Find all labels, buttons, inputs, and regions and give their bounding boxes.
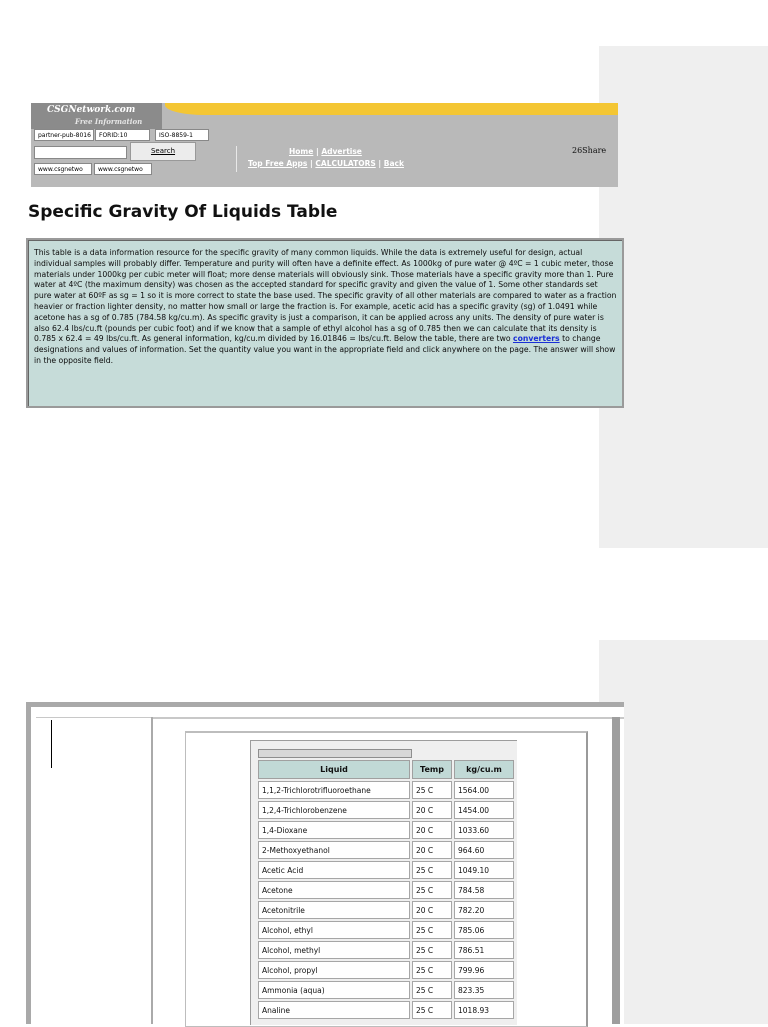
header-gold-swoosh — [165, 103, 618, 115]
density-cell: 823.35 — [454, 981, 514, 999]
liquid-name-cell: Alcohol, methyl — [258, 941, 410, 959]
logo-title: CSGNetwork.com — [47, 105, 136, 115]
liquid-name-cell: Analine — [258, 1001, 410, 1019]
table-row — [258, 821, 514, 839]
temp-cell: 25 C — [412, 881, 452, 899]
site-logo[interactable] — [31, 103, 162, 129]
nav-home-link[interactable]: Home — [289, 147, 314, 156]
liquid-name-cell: Alcohol, propyl — [258, 961, 410, 979]
logo-subtitle: Free Information — [75, 117, 143, 126]
table-row — [258, 941, 514, 959]
nav-back-link[interactable]: Back — [383, 159, 404, 168]
table-row — [258, 961, 514, 979]
liquid-name-cell: Ammonia (aqua) — [258, 981, 410, 999]
density-cell: 784.58 — [454, 881, 514, 899]
intro-description-box — [26, 238, 624, 408]
liquid-name-cell: Acetic Acid — [258, 861, 410, 879]
frame-top-rule — [153, 717, 624, 719]
liquid-name-cell: Acetonitrile — [258, 901, 410, 919]
table-row — [258, 901, 514, 919]
table-row — [258, 841, 514, 859]
share-count[interactable]: 26Share — [572, 146, 607, 155]
temp-cell: 20 C — [412, 841, 452, 859]
nav-separator: | — [378, 159, 382, 168]
page-title: Specific Gravity Of Liquids Table — [28, 202, 338, 222]
forid-field[interactable]: FORID:10 — [95, 129, 150, 141]
nav-calculators-link[interactable]: CALCULATORS — [315, 159, 376, 168]
temp-cell: 25 C — [412, 981, 452, 999]
search-button-label: Search — [150, 147, 176, 155]
partner-id-field[interactable]: partner-pub-8016 — [34, 129, 94, 141]
column-header-liquid[interactable]: Liquid — [258, 760, 410, 779]
table-row — [258, 781, 514, 799]
liquid-name-cell: 1,2,4-Trichlorobenzene — [258, 801, 410, 819]
charset-field[interactable]: ISO-8859-1 — [155, 129, 209, 141]
table-tab — [258, 749, 412, 758]
density-cell: 782.20 — [454, 901, 514, 919]
density-cell: 1564.00 — [454, 781, 514, 799]
table-row — [258, 981, 514, 999]
table-row — [258, 921, 514, 939]
liquid-name-cell: 1,1,2-Trichlorotrifluoroethane — [258, 781, 410, 799]
table-header-row — [258, 760, 514, 779]
nav-top-free-apps-link[interactable]: Top Free Apps — [248, 159, 308, 168]
converters-link[interactable]: converters — [513, 334, 560, 344]
temp-cell: 25 C — [412, 861, 452, 879]
liquid-name-cell: 2-Methoxyethanol — [258, 841, 410, 859]
density-cell: 964.60 — [454, 841, 514, 859]
frame-divider — [151, 717, 153, 1024]
temp-cell: 25 C — [412, 1001, 452, 1019]
temp-cell: 25 C — [412, 921, 452, 939]
column-header-density[interactable]: kg/cu.m — [454, 760, 514, 779]
temp-cell: 25 C — [412, 961, 452, 979]
frame-left-rule — [36, 717, 151, 718]
nav-row-1 — [289, 147, 362, 156]
right-sidebar-bottom — [599, 640, 768, 1024]
site-field-2[interactable]: www.csgnetwo — [94, 163, 152, 175]
liquid-name-cell: Alcohol, ethyl — [258, 921, 410, 939]
nav-separator: | — [315, 147, 319, 156]
table-row — [258, 861, 514, 879]
temp-cell: 25 C — [412, 941, 452, 959]
liquid-name-cell: Acetone — [258, 881, 410, 899]
nav-row-2 — [248, 159, 404, 168]
nav-separator: | — [310, 159, 313, 168]
nav-advertise-link[interactable]: Advertise — [321, 147, 362, 156]
density-cell: 1033.60 — [454, 821, 514, 839]
density-cell: 1049.10 — [454, 861, 514, 879]
density-cell: 1454.00 — [454, 801, 514, 819]
table-row — [258, 801, 514, 819]
intro-text-part2: to change designations and values of information. Set the quantity value you want in the appropriate field and click anywhere on the page. The answer will show in the opposite field. — [34, 334, 616, 365]
search-input[interactable] — [34, 146, 127, 159]
temp-cell: 20 C — [412, 821, 452, 839]
site-field-1[interactable]: www.csgnetwo — [34, 163, 92, 175]
header-divider — [236, 146, 237, 172]
density-cell: 799.96 — [454, 961, 514, 979]
table-row — [258, 881, 514, 899]
liquids-table — [256, 758, 516, 1021]
temp-cell: 20 C — [412, 901, 452, 919]
table-row — [258, 1001, 514, 1019]
intro-text-part1: This table is a data information resource for the specific gravity of many common liquids. While the data is extremely useful for design, actual individual samples will probably differ. Temperature and purity will often have a definite effect. As 1000kg of pure water @ 4ºC = 1 cubic meter, those materials under 1000kg per cubic meter will float; more dense materials will obviously sink. Those materials have a specific gravity more than 1. Pure water at 4ºC (the maximum density) was chosen as the accepted standard for specific gravity and given the value of 1. Some other standards set pure water at 60ºF as sg = 1 so it is more correct to state the base used. The specific gravity of all other materials are compared to water as a fraction heavier or fraction lighter density, no matter how small or large the fraction is. For example, acetic acid has a specific gravity (sg) of 1.0491 while acetone has a sg of 0.785 (784.58 kg/cu.m). As specific gravity is just a comparison, it can be applied across any units. The density of pure water is also 62.4 lbs/cu.ft (pounds per cubic foot) and if we know that a sample of ethyl alcohol has a sg of 0.785 then we can calculate that its density is 0.785 x 62.4 = 49 lbs/cu.ft. As general information, kg/cu.m divided by 16.01846 = lbs/cu.ft. Below the table, there are two — [34, 248, 617, 344]
text-cursor — [51, 720, 52, 768]
search-button[interactable] — [130, 142, 196, 161]
liquid-name-cell: 1,4-Dioxane — [258, 821, 410, 839]
column-header-temp[interactable]: Temp — [412, 760, 452, 779]
density-cell: 785.06 — [454, 921, 514, 939]
temp-cell: 25 C — [412, 781, 452, 799]
density-cell: 786.51 — [454, 941, 514, 959]
right-sidebar-top — [599, 46, 768, 548]
density-cell: 1018.93 — [454, 1001, 514, 1019]
temp-cell: 20 C — [412, 801, 452, 819]
frame-scrollbar[interactable] — [612, 717, 620, 1024]
